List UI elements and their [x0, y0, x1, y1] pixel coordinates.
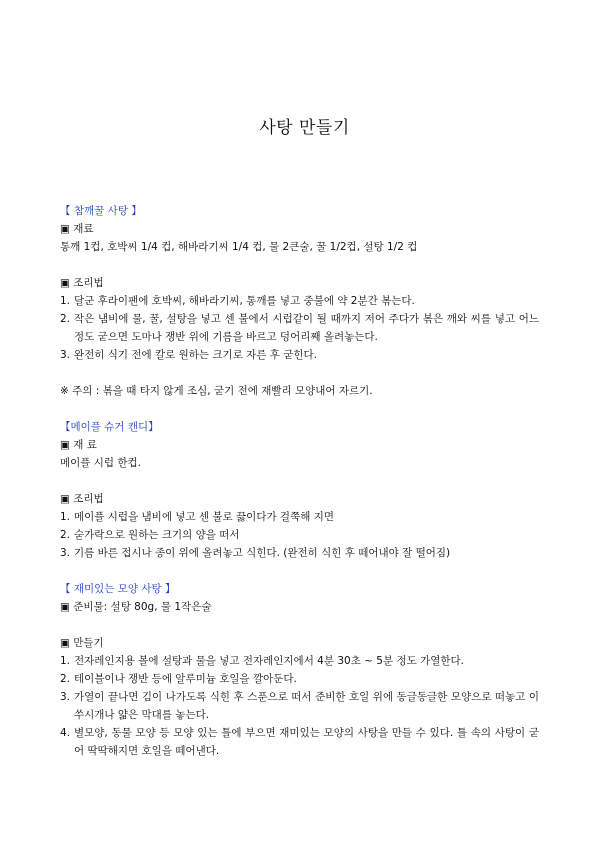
step-text: 완전히 식기 전에 칼로 원하는 크기로 자른 후 굳힌다. [74, 349, 318, 361]
step-text: 작은 냄비에 물, 꿀, 설탕을 넣고 센 불에서 시럽같이 될 때까지 저어 주다가 볶은 깨와 씨를 넣고 어느 정도 굳으면 도마나 쟁반 위에 기름을 바르고 덩어리째 올려놓는다. [74, 313, 539, 343]
method-label: ▣ 만들기 [60, 637, 104, 649]
section-fun-shape-candy [60, 580, 539, 760]
step-number: 3. [60, 349, 71, 361]
step-item [60, 652, 539, 670]
step-item [60, 508, 539, 526]
method-label: ▣ 조리법 [60, 277, 104, 289]
step-number: 3. [60, 691, 71, 703]
method-label: ▣ 조리법 [60, 493, 104, 505]
step-number: 1. [60, 511, 71, 523]
step-item [60, 544, 539, 562]
step-text: 기름 바른 접시나 종이 위에 올려놓고 식힌다. (완전히 식힌 후 떼어내야 잘 떨어짐) [74, 547, 451, 559]
section-maple-sugar-candy [60, 418, 539, 562]
page-title: 사탕 만들기 [259, 118, 350, 138]
step-item [60, 310, 539, 346]
ingredients-label: ▣ 재료 [60, 223, 94, 235]
step-text: 달군 후라이팬에 호박씨, 해바라기씨, 통깨를 넣고 중불에 약 2분간 볶는다. [74, 295, 415, 307]
step-text: 숟가락으로 원하는 크기의 양을 떠서 [74, 529, 240, 541]
ingredients-label: ▣ 재 료 [60, 439, 97, 451]
section-heading: 【 재미있는 모양 사탕 】 [60, 583, 176, 595]
step-text: 메이플 시럽을 냄비에 넣고 센 불로 끓이다가 걸쭉해 지면 [74, 511, 334, 523]
step-item [60, 346, 539, 364]
step-number: 2. [60, 529, 71, 541]
ingredients-label: ▣ 준비물: 설탕 80g, 물 1작은술 [60, 601, 212, 613]
step-text: 가열이 끝나면 김이 나가도록 식힌 후 스푼으로 떠서 준비한 호일 위에 동글동글한 모양으로 떠놓고 이쑤시개나 얇은 막대를 놓는다. [74, 691, 539, 721]
step-number: 2. [60, 673, 71, 685]
section-heading: 【메이플 슈거 캔디】 [60, 421, 159, 433]
section-sesame-honey-candy [60, 202, 539, 400]
step-number: 4. [60, 727, 71, 739]
step-item [60, 526, 539, 544]
caution-note: ※ 주의 : 볶을 때 타지 않게 조심, 굳기 전에 재빨리 모양내어 자르기. [60, 385, 373, 397]
step-number: 1. [60, 655, 71, 667]
step-text: 전자레인지용 볼에 설탕과 물을 넣고 전자레인지에서 4분 30초 ~ 5분 정도 가열한다. [74, 655, 465, 667]
step-item [60, 292, 539, 310]
step-number: 1. [60, 295, 71, 307]
ingredients-text: 메이플 시럽 한컵. [60, 457, 142, 469]
step-item [60, 688, 539, 724]
section-heading: 【 참깨꿀 사탕 】 [60, 205, 142, 217]
step-text: 별모양, 동물 모양 등 모양 있는 틀에 부으면 재미있는 모양의 사탕을 만들 수 있다. 틀 속의 사탕이 굳어 딱딱해지면 호일을 떼어낸다. [74, 727, 539, 757]
ingredients-text: 통깨 1컵, 호박씨 1/4 컵, 해바라기씨 1/4 컵, 물 2큰술, 꿀 1/2컵, 설탕 1/2 컵 [60, 241, 418, 253]
step-number: 2. [60, 313, 71, 325]
step-item [60, 724, 539, 760]
step-text: 테이블이나 쟁반 등에 알루미늄 호일을 깔아둔다. [74, 673, 297, 685]
step-item [60, 670, 539, 688]
step-number: 3. [60, 547, 71, 559]
